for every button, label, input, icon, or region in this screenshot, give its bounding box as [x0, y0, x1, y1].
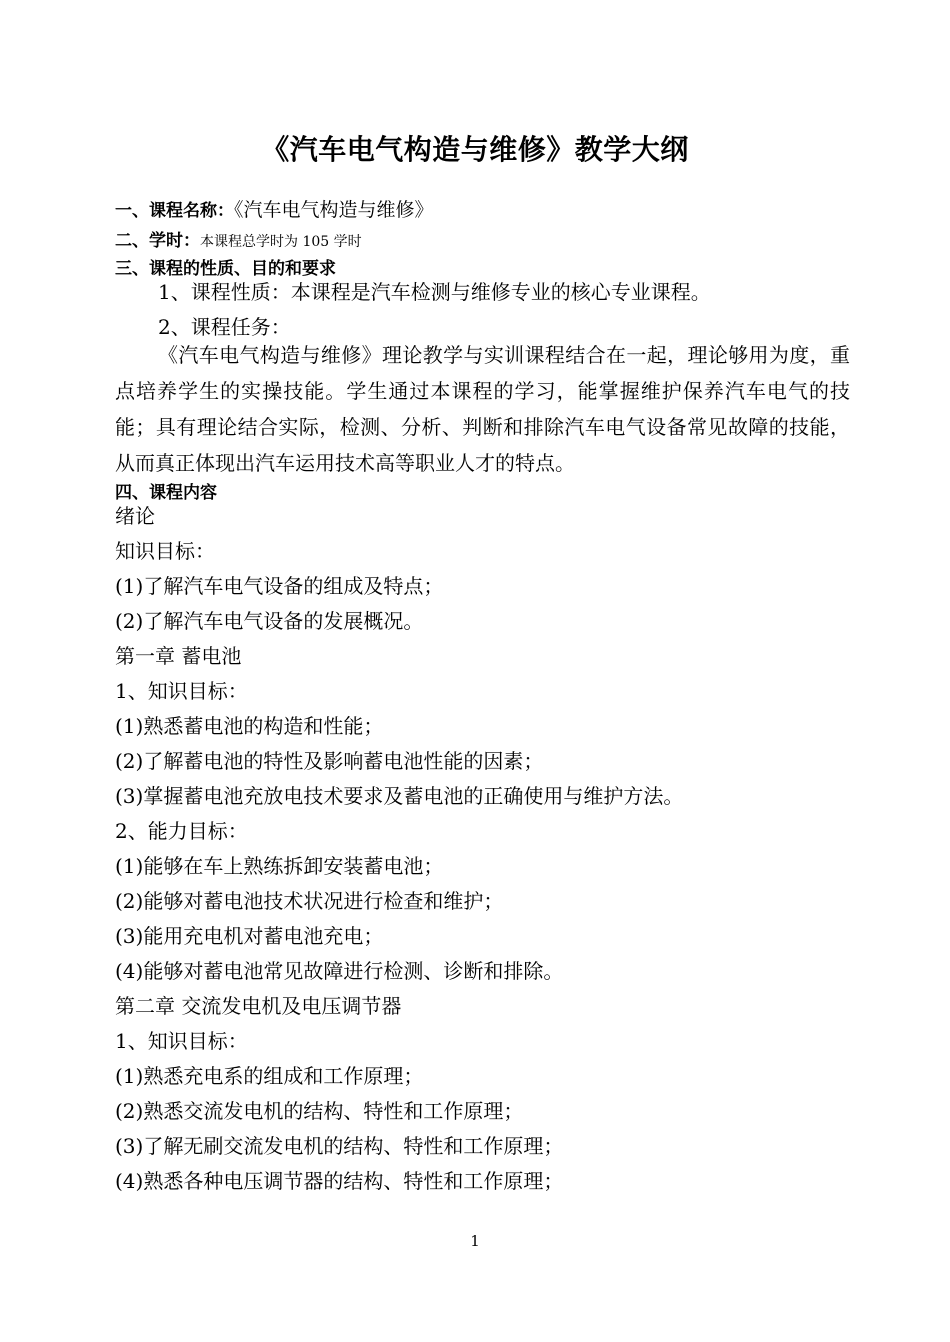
hours-line — [115, 226, 362, 251]
content-line: (1)能够在车上熟练拆卸安装蓄电池； — [115, 854, 444, 878]
content-line: (2)了解汽车电气设备的发展概况。 — [115, 609, 424, 633]
content-line: (4)熟悉各种电压调节器的结构、特性和工作原理； — [115, 1169, 564, 1193]
content-line: 绪论 — [115, 504, 155, 528]
page-number: 1 — [470, 1232, 480, 1250]
course-name-label: 一、课程名称： — [115, 201, 234, 221]
course-name-value: 《汽车电气构造与维修》 — [234, 199, 434, 221]
content-line: 1、知识目标： — [115, 679, 248, 703]
hours-value: 本课程总学时为 105 学时 — [200, 234, 362, 250]
course-nature: 1、课程性质：本课程是汽车检测与维修专业的核心专业课程。 — [158, 280, 711, 304]
content-line: 知识目标： — [115, 539, 215, 563]
content-line: (2)了解蓄电池的特性及影响蓄电池性能的因素； — [115, 749, 544, 773]
course-task-paragraph: 《汽车电气构造与维修》理论教学与实训课程结合在一起，理论够用为度，重点培养学生的实操技能。学生通过本课程的学习，能掌握维护保养汽车电气的技能；具有理论结合实际，检测、分析、判断和排除汽车电气设备常见故障的技能，从而真正体现出汽车运用技术高等职业人才的特点。 — [115, 343, 850, 475]
content-line: (2)能够对蓄电池技术状况进行检查和维护； — [115, 889, 504, 913]
section-heading-content: 四、课程内容 — [115, 483, 217, 503]
content-line: (3)能用充电机对蓄电池充电； — [115, 924, 384, 948]
content-line: (1)了解汽车电气设备的组成及特点； — [115, 574, 444, 598]
chapter-heading: 第一章 蓄电池 — [115, 644, 242, 668]
content-line: (2)熟悉交流发电机的结构、特性和工作原理； — [115, 1099, 524, 1123]
content-line: (4)能够对蓄电池常见故障进行检测、诊断和排除。 — [115, 959, 564, 983]
content-line: (1)熟悉蓄电池的构造和性能； — [115, 714, 384, 738]
hours-label: 二、学时： — [115, 231, 200, 251]
content-line: 2、能力目标： — [115, 819, 248, 843]
content-line: 1、知识目标： — [115, 1029, 248, 1053]
content-line: (3)了解无刷交流发电机的结构、特性和工作原理； — [115, 1134, 564, 1158]
course-name-line — [115, 195, 434, 222]
chapter-heading: 第二章 交流发电机及电压调节器 — [115, 994, 402, 1018]
content-line: (3)掌握蓄电池充放电技术要求及蓄电池的正确使用与维护方法。 — [115, 784, 684, 808]
document-title: 《汽车电气构造与维修》教学大纲 — [261, 133, 689, 166]
course-task-label: 2、课程任务： — [158, 315, 291, 339]
content-line: (1)熟悉充电系的组成和工作原理； — [115, 1064, 424, 1088]
section-heading-nature: 三、课程的性质、目的和要求 — [115, 259, 336, 279]
